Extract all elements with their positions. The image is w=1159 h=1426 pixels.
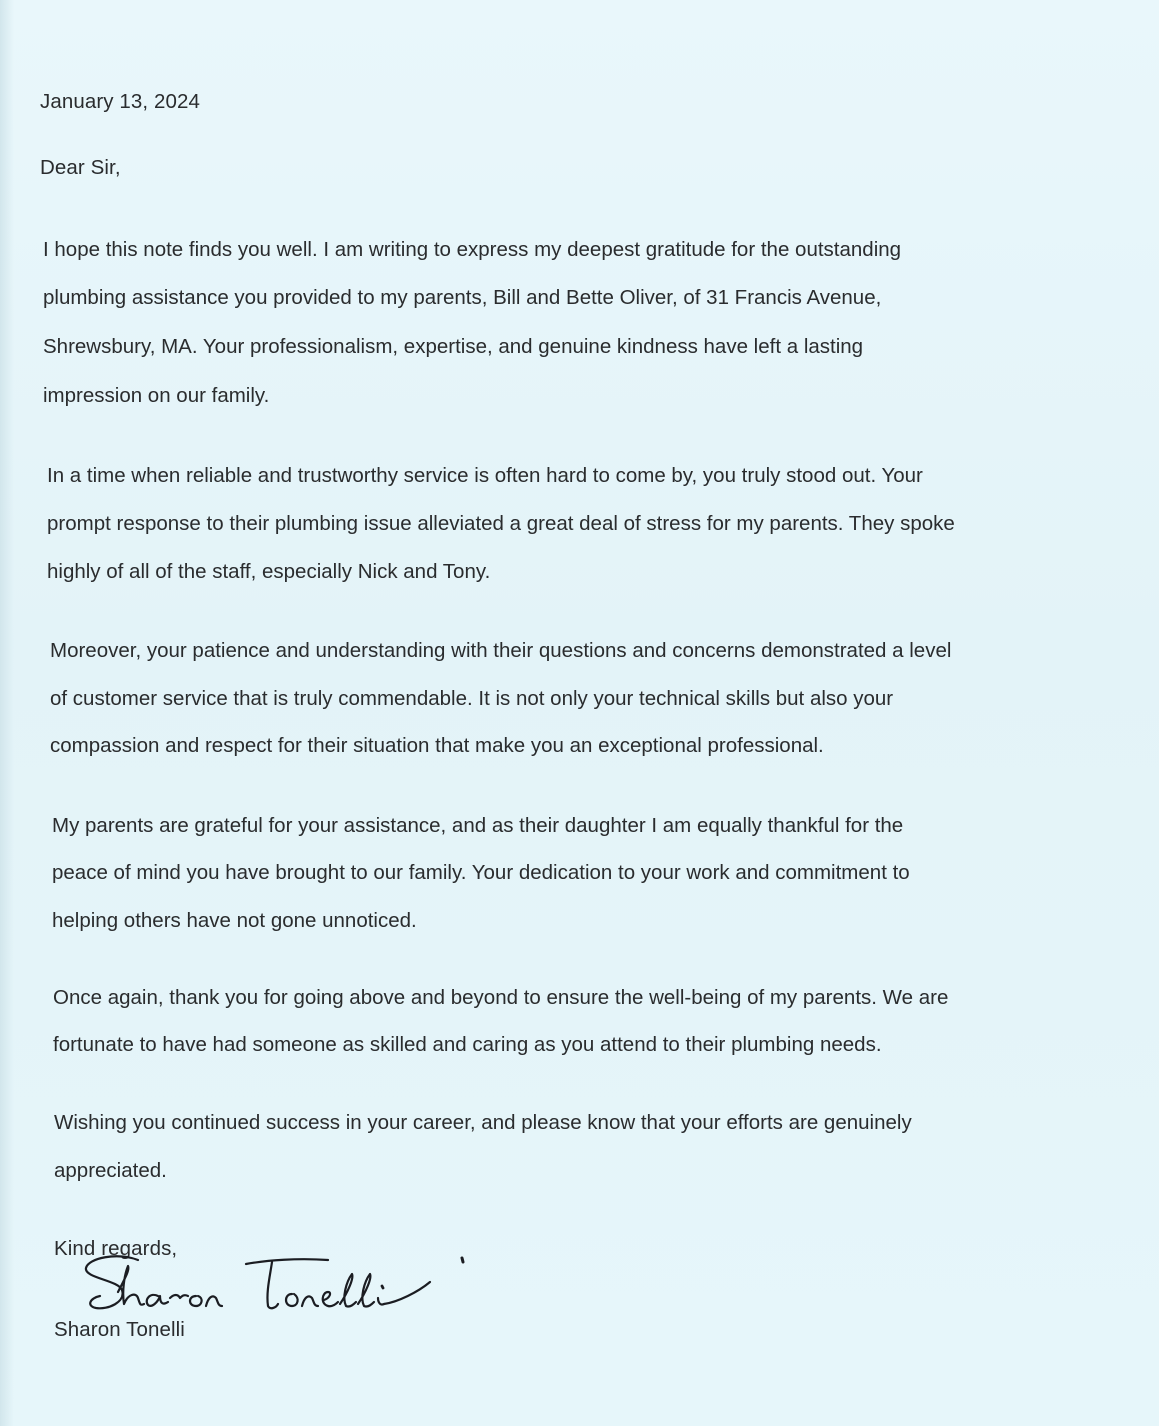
paragraph-line: Wishing you continued success in your career, and please know that your efforts are genuinely [54, 1111, 912, 1134]
paragraph-line: In a time when reliable and trustworthy service is often hard to come by, you truly stood out. Your [47, 464, 923, 487]
paragraph-line: prompt response to their plumbing issue alleviated a great deal of stress for my parents. They spoke [47, 512, 955, 535]
paragraph-line: Moreover, your patience and understanding with their questions and concerns demonstrated a level [50, 639, 952, 662]
letter-date: January 13, 2024 [40, 90, 201, 113]
paragraph-line: I hope this note finds you well. I am writing to express my deepest gratitude for the outstanding [43, 238, 902, 261]
paragraph-line: plumbing assistance you provided to my parents, Bill and Bette Oliver, of 31 Francis Avenue, [43, 286, 882, 309]
paragraph-line: Shrewsbury, MA. Your professionalism, expertise, and genuine kindness have left a lasting [43, 335, 864, 358]
signature-name: Sharon Tonelli [54, 1318, 185, 1341]
paragraph-line: peace of mind you have brought to our family. Your dedication to your work and commitment to [52, 861, 910, 884]
paragraph-line: compassion and respect for their situation that make you an exceptional professional. [50, 734, 824, 757]
paragraph-line: Once again, thank you for going above and beyond to ensure the well-being of my parents. We are [53, 986, 949, 1009]
handwritten-signature [78, 1252, 478, 1316]
paragraph-line: helping others have not gone unnoticed. [52, 909, 417, 932]
paragraph-line: impression on our family. [43, 384, 270, 407]
paragraph-line: highly of all of the staff, especially Nick and Tony. [47, 560, 491, 583]
paragraph-line: My parents are grateful for your assistance, and as their daughter I am equally thankful for the [52, 814, 904, 837]
closing: Kind regards, [54, 1237, 178, 1260]
paragraph-line: appreciated. [54, 1159, 167, 1182]
paragraph-line: fortunate to have had someone as skilled and caring as you attend to their plumbing needs. [53, 1033, 882, 1056]
paragraph-line: of customer service that is truly commendable. It is not only your technical skills but also your [50, 687, 894, 710]
salutation: Dear Sir, [40, 156, 121, 179]
